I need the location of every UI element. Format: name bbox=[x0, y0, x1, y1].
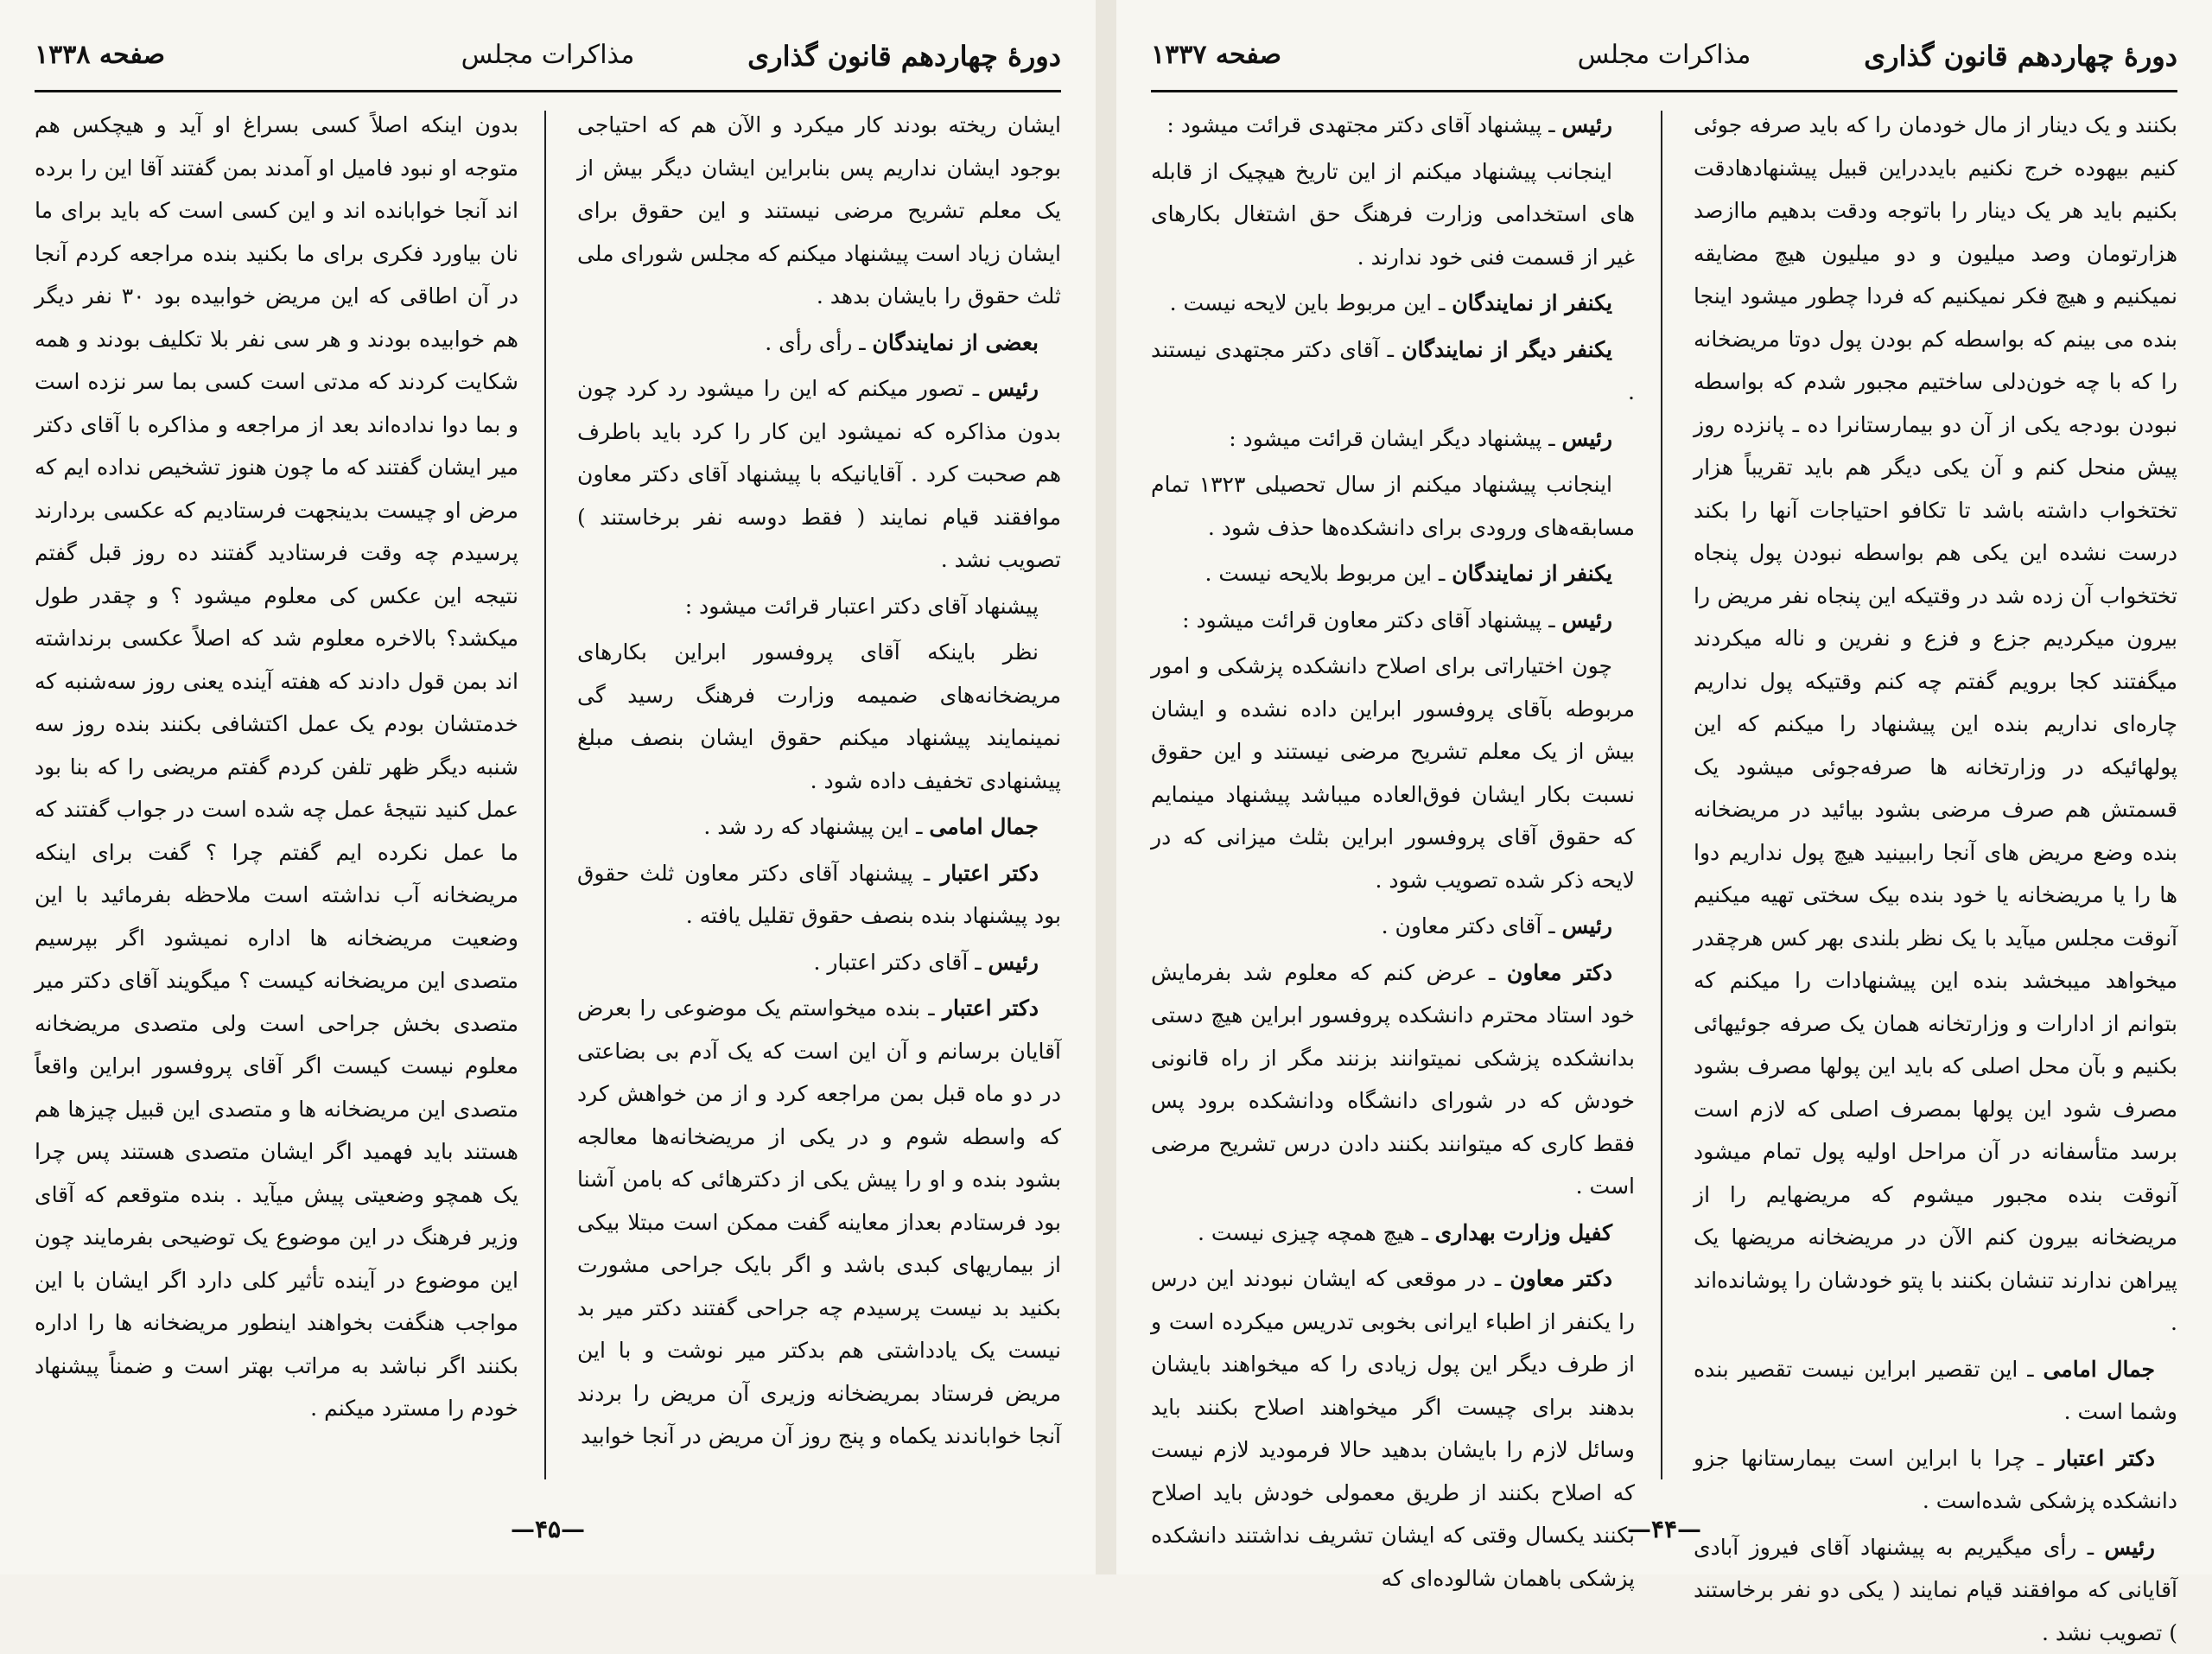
paragraph: دکتر معاون ـ عرض کنم که معلوم شد بفرمایش خود استاد محترم دانشکده پروفسور ابراین هیچ دستی بدانشکده پزشکی نمیتوانند بزنند مگر از راه قانونی خودش که در شورای دانشگاه ودانشکده برود پس فقط کاری که میتوانند بکنند دادن درس تشریح مرضی است . bbox=[1151, 951, 1635, 1208]
paragraph: بکنند و یک دینار از مال خودمان را که باید صرفه جوئی کنیم بیهوده خرج نکنیم بایددراین قبیل پیشنهادهادقت بکنیم باید هر یک دینار را باتوجه ودقت بدهیم ماازصد هزارتومان وصد میلیون و دو میلیون هیچ مضایقه نمیکنیم و هیچ فکر نمیکنیم که فردا چطور میشود اینجا بنده می بینم که بواسطه کم بودن پول دوتا مریضخانه را که با چه خون‌دلی ساختیم مجبور شدم که بواسطه نبودن بودجه یکی از آن دو بیمارستانرا ده ـ پانزده روز پیش منحل کنم و آن یکی دیگر هم باید تقریباً هزار تختخواب داشته باشد تا تکافو احتیاجات آنها را بکند درست نشده این یکی هم بواسطه نبودن پول پنجاه تختخواب آن زده شد در وقتیکه این پنجاه نفر مریض را بیرون میکردیم جزع و فزع و نفرین و ناله میکردند میگفتند کجا برویم گفتم چه کنم وقتیکه پول نداریم چاره‌ای نداریم بنده این پیشنهاد را میکنم که این پولهائیکه در وزارتخانه ها صرفه‌جوئی میشود یک قسمتش هم صرف مرضی بشود بیائید در مریضخانه بنده وضع مریض های آنجا راببینید هیچ پول نداریم دوا ها را یا مریضخانه یا خود بنده بیک سختی تهیه میکنیم آنوقت مجلس میآید با یک نظر بلندی بهر کس هرچقدر میخواهد میبخشد بنده این پیشنهادات را میکنم که بتوانم از ادارات و وزارتخانه همان یک صرفه جوئیهائی بکنیم و بآن محل اصلی که باید این پولها مصرف بشود مصرف شود این پولها بمصرف اصلی که لازم است برسد متأسفانه در آن مراحل اولیه پول تمام میشود آنوقت بنده مجبور میشوم که مریضهایم را از مریضخانه بیرون کنم الآن در مریضخانه مریضها یک پیراهن ندارند تنشان بکنند با پتو خودشان را پوشانده‌اند . bbox=[1694, 104, 2177, 1345]
header-page-number: صفحه ۱۳۳۷ bbox=[1151, 40, 1281, 70]
paragraph: رئیس ـ پیشنهاد آقای دکتر معاون قرائت میشود : bbox=[1151, 599, 1635, 642]
speaker-name: یکنفر از نمایندگان bbox=[1452, 290, 1612, 315]
paragraph: بدون اینکه اصلاً کسی بسراغ او آید و هیچکس هم متوجه او نبود فامیل او آمدند بمن گفتند آقا این را برده اند آنجا خوابانده اند و این کسی است که باید برای ما نان بیاورد فکری برای ما بکنید بنده مراجعه کردم آنجا در آن اطاقی که این مریض خوابیده بود ۳۰ نفر دیگر هم خوابیده بودند و هر سی نفر بلا تکلیف بودند و همه شکایت کردند که مدتی است کسی بما سر نزده است و بما دوا نداده‌اند بعد از مراجعه و مذاکره با آقای دکتر میر ایشان گفتند که ما چون هنوز تشخیص نداده ایم که مرض او چیست بدینجهت فرستادیم که عکسی بردارند پرسیدم چه وقت فرستادید گفتند ده روز قبل گفتم نتیجه این عکس کی معلوم میشود ؟ و چقدر طول میکشد؟ بالاخره معلوم شد که اصلاً عکسی برنداشته اند بمن قول دادند که هفته آینده یعنی روز سه‌شنبه که خدمتشان بودم یک عمل اکتشافی بکنند بنده روز سه شنبه دیگر ظهر تلفن کردم گفتم مریضی را که بنا بود عمل کنید نتیجهٔ عمل چه شده است در جواب گفتند که ما عمل نکرده ایم گفتم چرا ؟ گفت برای اینکه مریضخانه آب نداشته است ملاحظه بفرمائید با این وضعیت مریضخانه ها اداره نمیشود اگر بپرسیم متصدی این مریضخانه کیست ؟ میگویند آقای دکتر میر متصدی بخش جراحی است ولی متصدی مریضخانه معلوم نیست کیست اگر آقای پروفسور ابراین واقعاً متصدی این مریضخانه ها و متصدی این قبیل چیزها هم هستند باید فهمید اگر ایشان متصدی هستند پس چرا یک همچو وضعیتی پیش میآید . بنده متوقعم که آقای وزیر فرهنگ در این موضوع یک توضیحی بفرمایند چون این موضوع در آینده تأثیر کلی دارد اگر ایشان با این مواجب هنگفت بخواهند اینطور مریضخانه ها را اداره بکنند اگر نباشد به مراتب بهتر است و ضمناً پیشنهاد خودم را مسترد میکنم . bbox=[35, 104, 518, 1430]
header-rule bbox=[35, 90, 1061, 92]
header-rule bbox=[1151, 90, 2177, 92]
paragraph: اینجانب پیشنهاد میکنم از سال تحصیلی ۱۳۲۳ تمام مسابقه‌های ورودی برای دانشکده‌ها حذف شود . bbox=[1151, 463, 1635, 549]
folio-number: —۴۵— bbox=[0, 1515, 1096, 1543]
paragraph: رئیس ـ پیشنهاد دیگر ایشان قرائت میشود : bbox=[1151, 417, 1635, 461]
speaker-name: رئیس bbox=[1562, 608, 1612, 633]
paragraph: رئیس ـ پیشنهاد آقای دکتر مجتهدی قرائت میشود : bbox=[1151, 104, 1635, 147]
paragraph: کفیل وزارت بهداری ـ هیچ همچه چیزی نیست . bbox=[1151, 1212, 1635, 1255]
speaker-name: دکتر معاون bbox=[1507, 960, 1612, 985]
paragraph: چون اختیاراتی برای اصلاح دانشکده پزشکی و امور مربوطه بآقای پروفسور ابراین داده نشده و ایشان بیش از یک معلم تشریح مرضی نیستند و این حقوق نسبت بکار ایشان فوق‌العاده میباشد پیشنهاد مینمایم که حقوق آقای پروفسور ابراین بثلث میزانی که در لایحه ذکر شده تصویب شود . bbox=[1151, 645, 1635, 901]
text-column-left bbox=[35, 104, 518, 1479]
paragraph: رئیس ـ تصور میکنم که این را میشود رد کرد چون بدون مذاکره که نمیشود این کار را کرد باید باطرف هم صحبت کرد . آقایانیکه با پیشنهاد آقای دکتر معاون موافقند قیام نمایند ( فقط دوسه نفر برخاستند ) تصویب نشد . bbox=[577, 367, 1061, 582]
speaker-name: رئیس bbox=[1562, 913, 1612, 938]
folio-number: —۴۴— bbox=[1116, 1515, 2212, 1543]
paragraph: دکتر اعتبار ـ پیشنهاد آقای دکتر معاون ثلث حقوق بود پیشنهاد بنده بنصف حقوق تقلیل یافته . bbox=[577, 852, 1061, 938]
speaker-name: رئیس bbox=[1562, 426, 1612, 451]
speaker-name: کفیل وزارت بهداری bbox=[1435, 1220, 1612, 1245]
header-page-number: صفحه ۱۳۳۸ bbox=[35, 40, 165, 70]
speaker-name: جمال امامی bbox=[929, 814, 1039, 839]
header-session-title: دورهٔ چهاردهم قانون گذاری bbox=[747, 40, 1061, 73]
paragraph: رئیس ـ رأی میگیریم به پیشنهاد آقای فیروز آبادی آقایانی که موافقند قیام نمایند ( یکی دو نفر برخاستند ) تصویب نشد . bbox=[1694, 1526, 2177, 1654]
speaker-name: رئیس bbox=[2105, 1535, 2155, 1560]
speaker-name: دکتر معاون bbox=[1510, 1266, 1612, 1291]
speaker-name: رئیس bbox=[1562, 112, 1612, 137]
paragraph: دکتر اعتبار ـ بنده میخواستم یک موضوعی را بعرض آقایان برسانم و آن این است که یک آدم بی بضاعتی در دو ماه قبل بمن مراجعه کرد و از من خواهش کرد که واسطه شوم و در یکی از مریضخانه‌ها معالجه بشود بنده و او را پیش یکی از دکترهائی که بامن آشنا بود فرستادم بعداز معاینه گفت ممکن است مبتلا بیکی از بیماریهای کبدی باشد و اگر بایک جراحی مشورت بکنید بد نیست پرسیدم چه جراحی گفتند دکتر میر بد نیست یک یادداشتی هم بدکتر میر نوشت و با این مریض فرستاد بمریضخانه وزیری آن مریض را بردند آنجا خواباندند یکماه و پنج روز آن مریض در آنجا خوابید bbox=[577, 987, 1061, 1458]
paragraph: ایشان ریخته بودند کار میکرد و الآن هم که احتیاجی بوجود ایشان نداریم پس بنابراین ایشان دیگر بیش از یک معلم تشریح مرضی نیستند و این حقوق برای ایشان زیاد است پیشنهاد میکنم که مجلس شورای ملی ثلث حقوق را بایشان بدهد . bbox=[577, 104, 1061, 318]
page-1337 bbox=[1116, 0, 2212, 1574]
page-1338 bbox=[0, 0, 1096, 1574]
paragraph: یکنفر از نمایندگان ـ این مربوط بلایحه نیست . bbox=[1151, 552, 1635, 595]
page-header bbox=[35, 35, 1061, 86]
speaker-name: رئیس bbox=[988, 950, 1039, 975]
text-columns bbox=[1151, 104, 2177, 1479]
column-divider bbox=[1661, 111, 1662, 1479]
header-session-title: دورهٔ چهاردهم قانون گذاری bbox=[1864, 40, 2177, 73]
paragraph: جمال امامی ـ این پیشنهاد که رد شد . bbox=[577, 805, 1061, 849]
text-column-left bbox=[1151, 104, 1635, 1479]
page-header bbox=[1151, 35, 2177, 86]
paragraph: رئیس ـ آقای دکتر معاون . bbox=[1151, 905, 1635, 948]
speaker-name: یکنفر دیگر از نمایندگان bbox=[1402, 337, 1612, 362]
paragraph: دکتر معاون ـ در موقعی که ایشان نبودند این درس را یکنفر از اطباء ایرانی بخوبی تدریس میکرده است و از طرف دیگر این پول زیادی را که میخواهند بایشان بدهند برای چیست اگر میخواهند اصلاح بکنند باید وسائل لازم را بایشان بدهید حالا فرمودید لازم نیست که اصلاح بکنند از طریق معمولی خودش باید اصلاح بکنند یکسال وقتی که ایشان تشریف نداشتند دانشکده پزشکی باهمان شالوده‌ای که bbox=[1151, 1257, 1635, 1600]
paragraph: یکنفر از نمایندگان ـ این مربوط باین لایحه نیست . bbox=[1151, 282, 1635, 325]
speaker-name: دکتر اعتبار bbox=[940, 861, 1039, 886]
paragraph: یکنفر دیگر از نمایندگان ـ آقای دکتر مجتهدی نیستند . bbox=[1151, 328, 1635, 414]
speaker-name: یکنفر از نمایندگان bbox=[1452, 561, 1612, 586]
paragraph: جمال امامی ـ این تقصیر ابراین نیست تقصیر بنده وشما است . bbox=[1694, 1348, 2177, 1434]
speaker-name: رئیس bbox=[988, 376, 1039, 401]
paragraph: رئیس ـ آقای دکتر اعتبار . bbox=[577, 941, 1061, 984]
text-column-right bbox=[1694, 104, 2177, 1479]
speaker-name: دکتر اعتبار bbox=[943, 996, 1039, 1021]
text-column-right bbox=[577, 104, 1061, 1479]
paragraph: پیشنهاد آقای دکتر اعتبار قرائت میشود : bbox=[577, 585, 1061, 628]
text-columns bbox=[35, 104, 1061, 1479]
speaker-name: دکتر اعتبار bbox=[2056, 1446, 2155, 1471]
paragraph: بعضی از نمایندگان ـ رأی رأی . bbox=[577, 321, 1061, 365]
speaker-name: جمال امامی bbox=[2043, 1357, 2155, 1382]
header-center-title: مذاکرات مجلس bbox=[1151, 40, 2177, 70]
column-divider bbox=[544, 111, 546, 1479]
paragraph: اینجانب پیشنهاد میکنم از این تاریخ هیچیک از قابله های استخدامی وزارت فرهنگ حق اشتغال بکارهای غیر از قسمت فنی خود ندارند . bbox=[1151, 150, 1635, 279]
speaker-name: بعضی از نمایندگان bbox=[873, 330, 1039, 355]
paragraph: نظر باینکه آقای پروفسور ابراین بکارهای مریضخانه‌های ضمیمه وزارت فرهنگ رسید گی نمینمایند پیشنهاد میکنم حقوق ایشان بنصف مبلغ پیشنهادی تخفیف داده شود . bbox=[577, 631, 1061, 802]
paragraph: دکتر اعتبار ـ چرا با ابراین است بیمارستانها جزو دانشکده پزشکی شده‌است . bbox=[1694, 1437, 2177, 1523]
binding-gutter bbox=[1096, 0, 1116, 1574]
header-center-title: مذاکرات مجلس bbox=[35, 40, 1061, 70]
